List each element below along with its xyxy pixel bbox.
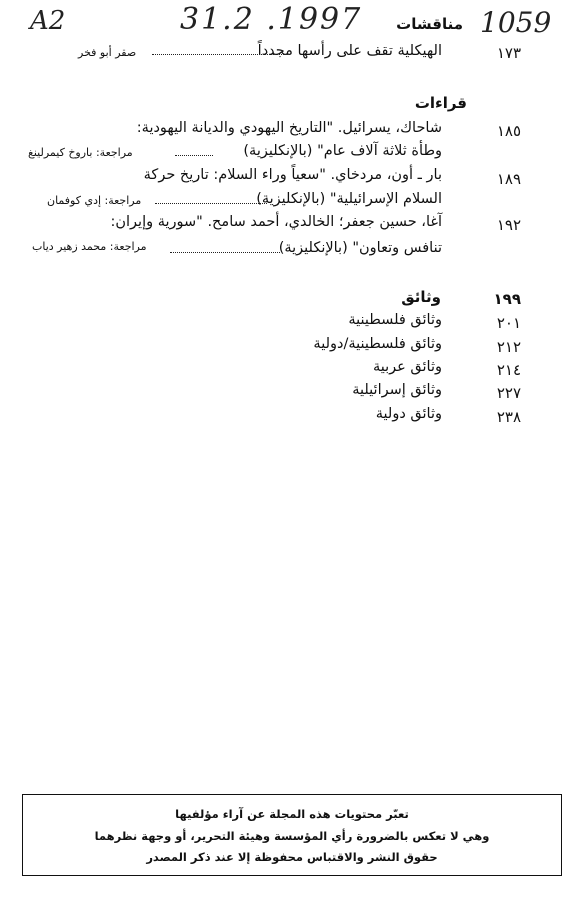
entry-author: صقر أبو فخر [78,46,137,59]
document-title: وثائق عربية [372,359,442,375]
dotted-leader [152,54,288,55]
handwritten-number: 1059 [480,6,552,39]
reading-reviewer: مراجعة: باروخ كيمرلينغ [28,146,133,159]
page-number: ٢٣٨ [496,408,521,426]
page-number: ١٨٩ [496,170,521,188]
page-number: ٢١٢ [496,338,521,356]
reading-reviewer: مراجعة: محمد زهير دياب [32,240,147,253]
section-heading-documents: وثائق [401,288,441,306]
dotted-leader [170,252,280,253]
disclaimer-line-3: حقوق النشر والاقتباس محفوظة إلا عند ذكر المصدر [146,850,438,864]
page-number: ٢١٤ [496,361,521,379]
dotted-leader [175,155,213,156]
reading-line-1: بار ـ أون، مردخاي. "سعياً وراء السلام: تاريخ حركة [143,167,442,183]
disclaimer-line-2: وهي لا تعكس بالضرورة رأي المؤسسة وهيئة التحرير، أو وجهة نظرهما [94,829,490,843]
page-number: ١٨٥ [496,122,521,140]
reading-line-2: تنافس وتعاون" (بالإنكليزية) [278,240,442,256]
handwritten-code: A2 [30,6,66,36]
disclaimer-box [22,794,562,876]
handwritten-date: 31.2 .1997 [180,2,363,37]
document-title: وثائق فلسطينية [348,312,442,328]
reading-line-1: آغا، حسين جعفر؛ الخالدي، أحمد سامح. "سورية وإيران: [110,214,442,230]
page-number: ١٩٢ [496,216,521,234]
section-heading-readings: قراءات [414,94,467,112]
reading-line-1: شاحاك، يسرائيل. "التاريخ اليهودي والديانة اليهودية: [136,120,442,136]
reading-line-2: السلام الإسرائيلية" (بالإنكليزية) [256,191,442,207]
reading-line-2: وطأة ثلاثة آلاف عام" (بالإنكليزية) [243,143,442,159]
document-title: وثائق فلسطينية/دولية [313,336,442,352]
reading-reviewer: مراجعة: إدي كوفمان [47,194,142,207]
dotted-leader [155,203,267,204]
disclaimer-line-1: تعبّر محتويات هذه المجلة عن آراء مؤلفيها [175,807,409,821]
entry-title: الهيكلية تقف على رأسها مجدداً [257,43,442,59]
document-title: وثائق إسرائيلية [352,382,442,398]
section-label-discussions: مناقشات [396,15,463,33]
page-number: ٢٠١ [496,314,521,332]
page-number: ١٧٣ [496,44,521,62]
page-number: ٢٢٧ [496,384,521,402]
page-number: ١٩٩ [493,290,521,308]
document-title: وثائق دولية [375,406,442,422]
